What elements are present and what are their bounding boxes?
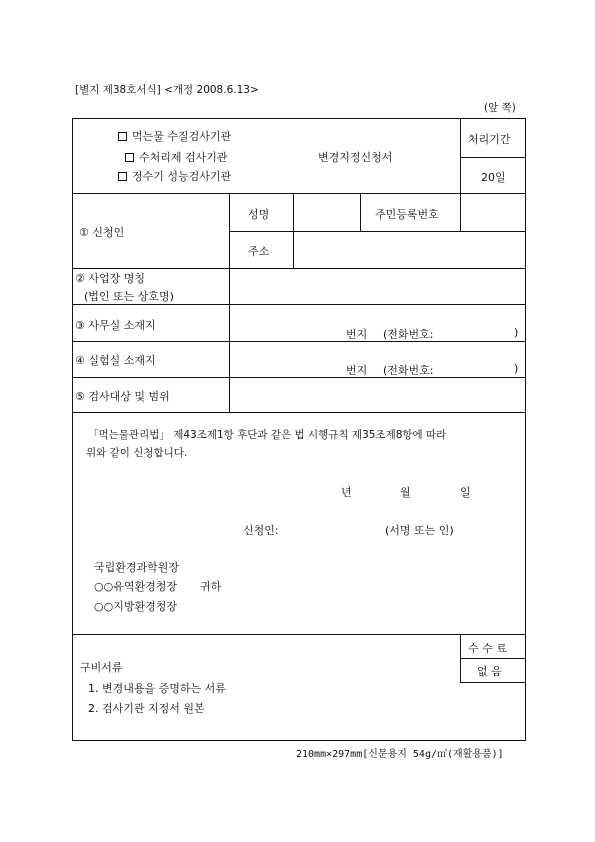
fee-label: 수 수 료 xyxy=(468,642,507,655)
option-label: 수처리제 검사기관 xyxy=(139,151,228,164)
lab-phone-label: (전화번호: xyxy=(383,364,434,377)
option-drinking-water-lab[interactable] xyxy=(118,128,231,144)
recipient-regional-office: ○○지방환경청장 xyxy=(94,600,177,613)
office-phone-label: (전화번호: xyxy=(383,328,434,341)
fee-value: 없 음 xyxy=(477,665,502,678)
scope-label: ⑤ 검사대상 및 범위 xyxy=(75,390,170,403)
office-location-label: ③ 사무실 소재지 xyxy=(75,319,156,332)
option-label: 정수기 성능검사기관 xyxy=(132,170,232,183)
business-name-sublabel: (법인 또는 상호명) xyxy=(84,290,174,303)
processing-period-value: 20일 xyxy=(481,171,506,184)
business-name-label: ② 사업장 명칭 xyxy=(75,272,145,285)
checkbox-icon[interactable] xyxy=(118,132,127,141)
lab-location-label: ④ 실험실 소재지 xyxy=(75,354,156,367)
address-label: 주소 xyxy=(248,245,270,258)
checkbox-icon[interactable] xyxy=(118,172,127,181)
office-lot-label: 번지 xyxy=(346,328,368,341)
recipient-honorific: 귀하 xyxy=(200,580,222,593)
signature-label: (서명 또는 인) xyxy=(385,524,454,537)
option-purifier-lab[interactable] xyxy=(118,168,231,184)
name-label: 성명 xyxy=(248,208,270,221)
option-water-treatment-lab[interactable] xyxy=(125,149,228,165)
recipient-nier: 국립환경과학원장 xyxy=(94,561,180,574)
office-phone-close: ) xyxy=(514,326,519,339)
rrn-label: 주민등록번호 xyxy=(375,208,439,221)
checkbox-icon[interactable] xyxy=(125,153,134,162)
form-number-label: [별지 제38호서식] <개정 2008.6.13> xyxy=(75,84,259,96)
declaration-line2: 위와 같이 신청합니다. xyxy=(86,447,188,459)
lab-lot-label: 번지 xyxy=(346,364,368,377)
month-label: 월 xyxy=(400,486,411,499)
declaration-line1: 「먹는물관리법」 제43조제1항 후단과 같은 법 시행규칙 제35조제8항에 따라 xyxy=(88,429,447,441)
required-document-item: 2. 검사기관 지정서 원본 xyxy=(88,702,205,715)
option-label: 먹는물 수질검사기관 xyxy=(132,130,232,143)
year-label: 년 xyxy=(341,486,352,499)
page-side-label: (앞 쪽) xyxy=(484,102,516,114)
lab-phone-close: ) xyxy=(514,362,519,375)
recipient-basin-office: ○○유역환경청장 xyxy=(94,580,177,593)
signer-label: 신청인: xyxy=(243,524,279,537)
paper-spec-footer: 210mm×297mm[신문용지 54g/㎡(재활용품)] xyxy=(296,749,504,760)
day-label: 일 xyxy=(460,486,471,499)
required-documents-title: 구비서류 xyxy=(80,661,123,674)
required-document-item: 1. 변경내용을 증명하는 서류 xyxy=(88,682,226,695)
form-title: 변경지정신청서 xyxy=(318,151,393,164)
applicant-label: ① 신청인 xyxy=(79,226,125,239)
processing-period-label: 처리기간 xyxy=(468,133,511,146)
